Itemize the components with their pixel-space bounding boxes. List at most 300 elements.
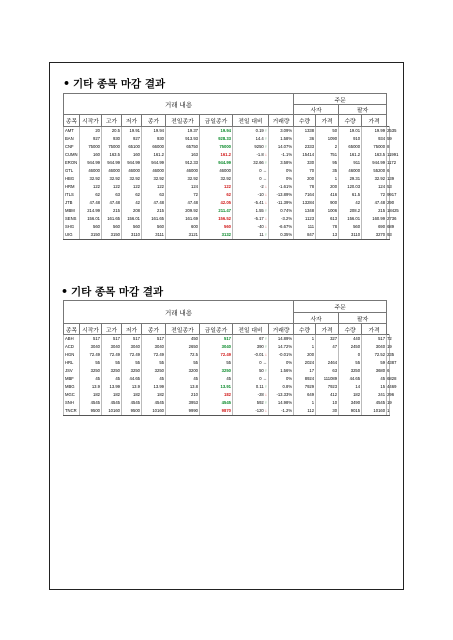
change-value: 592: [256, 400, 264, 405]
column-header: 전일 대비: [233, 115, 269, 127]
change-value: 11: [259, 232, 264, 237]
price-cell: 4545: [200, 399, 233, 407]
price-cell: 928.33: [200, 135, 233, 143]
section-title-2: • 기타 종목 마감 결과: [61, 285, 164, 298]
bp-cell: 3250: [339, 367, 362, 375]
price-cell: 47.48: [142, 199, 166, 207]
sq-cell: 160.99: [362, 215, 387, 223]
sp-cell: 235: [387, 352, 395, 357]
sq-cell: 19.99: [362, 127, 387, 136]
sp-cell: 8: [387, 144, 390, 149]
price-cell: 45: [166, 375, 200, 383]
change-cell: [233, 359, 269, 367]
vol-cell: 200: [294, 175, 316, 183]
pct-cell: 3.58%: [269, 159, 294, 167]
change-cell: [233, 127, 269, 136]
price-cell: 62: [122, 191, 142, 199]
table-row: [64, 351, 390, 359]
bp-cell: 9015: [339, 407, 362, 416]
sq-cell: 4545: [362, 399, 387, 407]
price-cell: 19.37: [166, 127, 200, 136]
price-cell: 20.5: [102, 127, 122, 136]
price-cell: 122: [200, 183, 233, 191]
change-value: -40: [257, 224, 264, 229]
change-cell: [233, 159, 269, 167]
arrow-down-icon: ↓: [263, 184, 267, 189]
table-row: [64, 159, 390, 167]
sq-cell: 944.99: [362, 159, 387, 167]
arrow-down-icon: ↓: [263, 408, 267, 413]
price-cell: 32.92: [80, 175, 102, 183]
arrow-down-icon: ↓: [263, 152, 267, 157]
price-cell: 927: [80, 135, 102, 143]
table-row: [64, 399, 390, 407]
sq-cell: 934: [362, 135, 387, 143]
pct-cell: 0%: [269, 359, 294, 367]
column-header: 거래량: [269, 115, 294, 127]
change-cell: [233, 183, 269, 191]
table-row: [64, 367, 390, 375]
table-row: [64, 407, 390, 416]
arrow-flat-icon: ↔: [261, 360, 267, 365]
price-cell: 46000: [80, 167, 102, 175]
column-header: 수량: [339, 324, 362, 335]
price-cell: 42.05: [200, 199, 233, 207]
table-row: [64, 343, 390, 351]
price-cell: 517: [200, 335, 233, 344]
symbol-cell: MBG: [64, 383, 80, 391]
price-cell: 46000: [200, 167, 233, 175]
bq-cell: 613: [316, 215, 339, 223]
symbol-cell: CUMN: [65, 152, 78, 157]
sell-header: 팔자: [339, 105, 387, 115]
sp-cell: 72: [387, 336, 392, 341]
symbol-cell: SENS: [64, 215, 80, 223]
arrow-down-icon: ↓: [263, 224, 267, 229]
price-cell: 122: [122, 183, 142, 191]
change-cell: [233, 399, 269, 407]
bp-cell: 46000: [339, 167, 362, 175]
price-cell: 46000: [142, 167, 166, 175]
price-cell: 13.91: [200, 383, 233, 391]
bp-cell: 14: [339, 383, 362, 391]
price-cell: 450: [166, 335, 200, 344]
vol-cell: 13284: [294, 199, 316, 207]
price-cell: 13.9: [122, 383, 142, 391]
price-cell: 46000: [102, 167, 122, 175]
arrow-flat-icon: ↔: [261, 168, 267, 173]
price-cell: 560: [142, 223, 166, 231]
price-cell: 65100: [122, 143, 142, 151]
pct-cell: 0%: [269, 167, 294, 175]
price-cell: 163.5: [102, 151, 122, 159]
price-cell: 161.2: [142, 151, 166, 159]
price-cell: 2650: [166, 343, 200, 351]
vol-cell: 1123: [294, 215, 316, 223]
arrow-up-icon: ↑: [263, 344, 267, 349]
bp-cell: 440: [339, 335, 362, 344]
symbol-cell: BAN: [64, 135, 80, 143]
arrow-up-icon: ↑: [263, 144, 267, 149]
symbol-cell: SNH: [64, 399, 80, 407]
bp-cell: 560: [339, 223, 362, 231]
vol-cell: 200: [294, 351, 316, 359]
pct-cell: 1.58%: [269, 135, 294, 143]
symbol-cell: AMT: [64, 127, 80, 136]
sp-cell: 6: [387, 368, 390, 373]
change-value: -1.8: [256, 152, 264, 157]
bp-cell: 161.2: [339, 151, 362, 159]
sp-cell: 1: [387, 407, 390, 416]
price-cell: 42: [122, 199, 142, 207]
pct-cell: -13.89%: [269, 191, 294, 199]
arrow-up-icon: ↑: [263, 368, 267, 373]
price-cell: 32.92: [200, 175, 233, 183]
column-header: 종목: [64, 324, 80, 335]
bq-cell: 327: [316, 335, 339, 344]
price-cell: 55: [80, 359, 102, 367]
column-header: 금일종가: [200, 115, 233, 127]
sp-cell: 1172: [387, 160, 397, 165]
symbol-cell: ITLS: [64, 191, 80, 199]
price-cell: 46000: [122, 167, 142, 175]
change-value: 0: [259, 176, 262, 181]
sp-cell: 4387: [387, 360, 397, 365]
price-cell: 3040: [102, 343, 122, 351]
price-cell: 75000: [80, 143, 102, 151]
price-cell: 55: [122, 359, 142, 367]
arrow-up-icon: ↑: [263, 232, 267, 237]
sq-cell: 690: [362, 223, 387, 231]
pct-cell: -1.61%: [269, 183, 294, 191]
vol-cell: 1338: [294, 127, 316, 136]
change-cell: [233, 335, 269, 344]
price-cell: 13.9: [80, 383, 102, 391]
sell-header: 팔자: [339, 313, 387, 324]
change-value: 14.4: [255, 136, 264, 141]
price-cell: 156.01: [80, 215, 102, 223]
vol-cell: 330: [294, 159, 316, 167]
arrow-down-icon: ↓: [263, 216, 267, 221]
sp-cell: 290: [387, 200, 395, 205]
price-cell: 517: [122, 335, 142, 344]
price-cell: 63: [102, 191, 122, 199]
price-cell: 47.48: [80, 199, 102, 207]
change-value: 32.66: [253, 160, 264, 165]
change-cell: [233, 135, 269, 143]
change-value: 9250: [254, 144, 264, 149]
price-cell: 45: [142, 375, 166, 383]
sp-cell: 59: [387, 136, 392, 141]
table-row: [64, 199, 390, 207]
pct-cell: 0.74%: [269, 207, 294, 215]
price-cell: 3040: [142, 343, 166, 351]
column-header: 가격: [316, 324, 339, 335]
change-cell: [233, 191, 269, 199]
bq-cell: [316, 351, 339, 359]
price-cell: 560: [122, 223, 142, 231]
price-cell: 66000: [142, 143, 166, 151]
arrow-flat-icon: ↔: [261, 376, 267, 381]
price-cell: 19.91: [122, 127, 142, 136]
bq-cell: 111089: [316, 375, 339, 383]
sq-cell: 72.52: [362, 351, 387, 359]
price-cell: 3250: [200, 367, 233, 375]
price-cell: 72.49: [122, 351, 142, 359]
sq-cell: 55200: [362, 167, 387, 175]
table-row: [64, 375, 390, 383]
column-header: 수량: [294, 115, 316, 127]
change-cell: [233, 207, 269, 215]
results-table-1: [63, 93, 399, 240]
price-cell: 161.69: [166, 215, 200, 223]
symbol-cell: HBG: [64, 175, 80, 183]
price-cell: 122: [80, 183, 102, 191]
price-cell: 72.49: [102, 351, 122, 359]
change-cell: [233, 391, 269, 399]
price-cell: 3040: [80, 343, 102, 351]
table-row: [64, 215, 390, 223]
bq-cell: 2: [316, 143, 339, 151]
bp-cell: 42: [339, 199, 362, 207]
price-cell: 161.2: [200, 151, 233, 159]
sp-cell: 2535: [387, 128, 397, 133]
change-value: 0: [259, 376, 262, 381]
table-row: [64, 191, 390, 199]
change-value: -5.17: [254, 216, 264, 221]
column-header: 전일종가: [166, 115, 200, 127]
bp-cell: 911: [339, 159, 362, 167]
symbol-cell: CNF: [64, 143, 80, 151]
section-title-1: • 기타 종목 마감 결과: [63, 77, 166, 90]
price-cell: 62: [80, 191, 102, 199]
sp-cell: 9917: [387, 192, 397, 197]
table-row: [64, 143, 390, 151]
results-table-2: [63, 300, 397, 416]
bp-cell: 2450: [339, 343, 362, 351]
pct-cell: -1.2%: [269, 407, 294, 416]
price-cell: 20: [80, 127, 102, 136]
bq-cell: 1090: [316, 135, 339, 143]
arrow-up-icon: ↑: [263, 400, 267, 405]
price-cell: 182: [122, 391, 142, 399]
sq-cell: 3270: [362, 231, 387, 240]
change-cell: [233, 351, 269, 359]
change-value: -120: [255, 408, 264, 413]
table-row: [64, 135, 390, 143]
price-cell: 560: [200, 223, 233, 231]
change-value: -0.01: [254, 352, 264, 357]
change-value: -5.41: [254, 200, 264, 205]
arrow-up-icon: ↑: [263, 208, 267, 213]
pct-cell: -6.67%: [269, 223, 294, 231]
symbol-cell: JSV: [64, 367, 80, 375]
price-cell: 32.92: [122, 175, 142, 183]
change-cell: [233, 223, 269, 231]
price-cell: 13.99: [102, 383, 122, 391]
table-row: [64, 335, 390, 344]
sq-cell: 15: [362, 383, 387, 391]
price-cell: 19.94: [142, 127, 166, 136]
price-cell: 13.99: [142, 383, 166, 391]
bq-cell: 47: [316, 343, 339, 351]
vol-cell: 78: [294, 183, 316, 191]
price-cell: 560: [102, 223, 122, 231]
price-cell: 215: [102, 207, 122, 215]
price-cell: 160: [80, 151, 102, 159]
price-cell: 930: [142, 135, 166, 143]
price-cell: 944.99: [102, 159, 122, 167]
price-cell: 913.93: [166, 135, 200, 143]
change-value: -10: [257, 192, 264, 197]
price-cell: 55: [166, 359, 200, 367]
arrow-down-icon: ↓: [263, 392, 267, 397]
trade-header: 거래 내용: [64, 94, 294, 115]
column-header: 전일 대비: [233, 324, 269, 335]
price-cell: 63: [142, 191, 166, 199]
vol-cell: 17: [294, 367, 316, 375]
bq-cell: 50: [316, 127, 339, 136]
price-cell: 560: [80, 223, 102, 231]
price-cell: 944.99: [200, 159, 233, 167]
price-cell: 122: [102, 183, 122, 191]
price-cell: 32.92: [102, 175, 122, 183]
price-cell: 3250: [80, 367, 102, 375]
price-cell: 209.92: [166, 207, 200, 215]
price-cell: 72.5: [166, 351, 200, 359]
column-header: 거래량: [269, 324, 294, 335]
bp-cell: 3110: [339, 231, 362, 240]
bp-cell: 44.65: [339, 375, 362, 383]
sq-cell: 47.48: [362, 199, 387, 207]
change-cell: [233, 167, 269, 175]
bq-cell: 2464: [316, 359, 339, 367]
vol-cell: 2333: [294, 143, 316, 151]
price-cell: 3110: [122, 231, 142, 240]
column-header: 수량: [294, 324, 316, 335]
pct-cell: -0.01%: [269, 351, 294, 359]
price-cell: 211.47: [200, 207, 233, 215]
sq-cell: 3680: [362, 367, 387, 375]
price-cell: 9870: [200, 407, 233, 416]
column-header: 가격: [362, 115, 387, 127]
table-row: [64, 231, 390, 240]
order-header: 주문: [294, 94, 387, 105]
price-cell: 72.49: [142, 351, 166, 359]
symbol-cell: HRM: [64, 183, 80, 191]
price-cell: 3111: [142, 231, 166, 240]
change-value: 390: [256, 344, 264, 349]
column-header: 고가: [102, 324, 122, 335]
arrow-up-icon: ↑: [263, 384, 267, 389]
table-row: [64, 207, 390, 215]
sp-cell: 53: [387, 184, 392, 189]
price-cell: 4545: [122, 399, 142, 407]
arrow-down-icon: ↓: [263, 200, 267, 205]
price-cell: 930: [102, 135, 122, 143]
price-cell: 75000: [200, 143, 233, 151]
sq-cell: 32.92: [362, 175, 387, 183]
price-cell: 3150: [102, 231, 122, 240]
pct-cell: 14.07%: [269, 143, 294, 151]
pct-cell: 0%: [269, 175, 294, 183]
column-header: 저가: [122, 115, 142, 127]
change-cell: [233, 231, 269, 240]
bq-cell: 416: [316, 191, 339, 199]
table-row: [64, 391, 390, 399]
price-cell: 4545: [142, 399, 166, 407]
bp-cell: 910: [339, 135, 362, 143]
price-cell: 208: [122, 207, 142, 215]
price-cell: 10160: [142, 407, 166, 416]
column-header: 종가: [142, 115, 166, 127]
symbol-cell: MBF: [64, 375, 80, 383]
bq-cell: 7923: [316, 383, 339, 391]
arrow-up-icon: ↑: [263, 136, 267, 141]
vol-cell: 1: [294, 399, 316, 407]
table-row: [64, 359, 390, 367]
price-cell: 32.92: [142, 175, 166, 183]
vol-cell: 1: [294, 335, 316, 344]
vol-cell: 7929: [294, 383, 316, 391]
bq-cell: 900: [316, 199, 339, 207]
bp-cell: 182: [339, 391, 362, 399]
arrow-up-icon: ↑: [263, 160, 267, 165]
bq-cell: 35: [316, 167, 339, 175]
sp-cell: 6828: [387, 376, 397, 381]
symbol-cell: ERON: [64, 159, 80, 167]
pct-cell: 1.56%: [269, 367, 294, 375]
bq-cell: 78: [316, 223, 339, 231]
column-header: 수량: [339, 115, 362, 127]
column-header: 가격: [316, 115, 339, 127]
price-cell: 46000: [166, 167, 200, 175]
column-header: 종가: [142, 324, 166, 335]
price-cell: 72: [166, 191, 200, 199]
table-row: [64, 383, 390, 391]
price-cell: 182: [142, 391, 166, 399]
buy-header: 사자: [294, 105, 339, 115]
table-row: [64, 223, 390, 231]
change-cell: [233, 215, 269, 223]
change-cell: [233, 367, 269, 375]
sq-cell: 3040: [362, 343, 387, 351]
sp-cell: 296: [387, 392, 395, 397]
sq-cell: 215: [362, 207, 387, 215]
price-cell: 163: [166, 151, 200, 159]
arrow-flat-icon: ↔: [261, 176, 267, 181]
change-value: -2: [260, 184, 264, 189]
price-cell: 161.65: [102, 215, 122, 223]
change-value: 0: [259, 168, 262, 173]
price-cell: 47.48: [102, 199, 122, 207]
price-cell: 124: [166, 183, 200, 191]
change-cell: [233, 407, 269, 416]
table-row: [64, 151, 390, 159]
pct-cell: -11.39%: [269, 199, 294, 207]
bp-cell: 0: [339, 351, 362, 359]
column-header: 고가: [102, 115, 122, 127]
vol-cell: 8924: [294, 375, 316, 383]
symbol-cell: GTL: [64, 167, 80, 175]
price-cell: 44.65: [122, 375, 142, 383]
symbol-cell: ACD: [64, 343, 80, 351]
arrow-down-icon: ↓: [263, 192, 267, 197]
change-cell: [233, 151, 269, 159]
arrow-up-icon: ↑: [263, 128, 267, 133]
vol-cell: 112: [294, 407, 316, 416]
arrow-up-icon: ↑: [263, 336, 267, 341]
